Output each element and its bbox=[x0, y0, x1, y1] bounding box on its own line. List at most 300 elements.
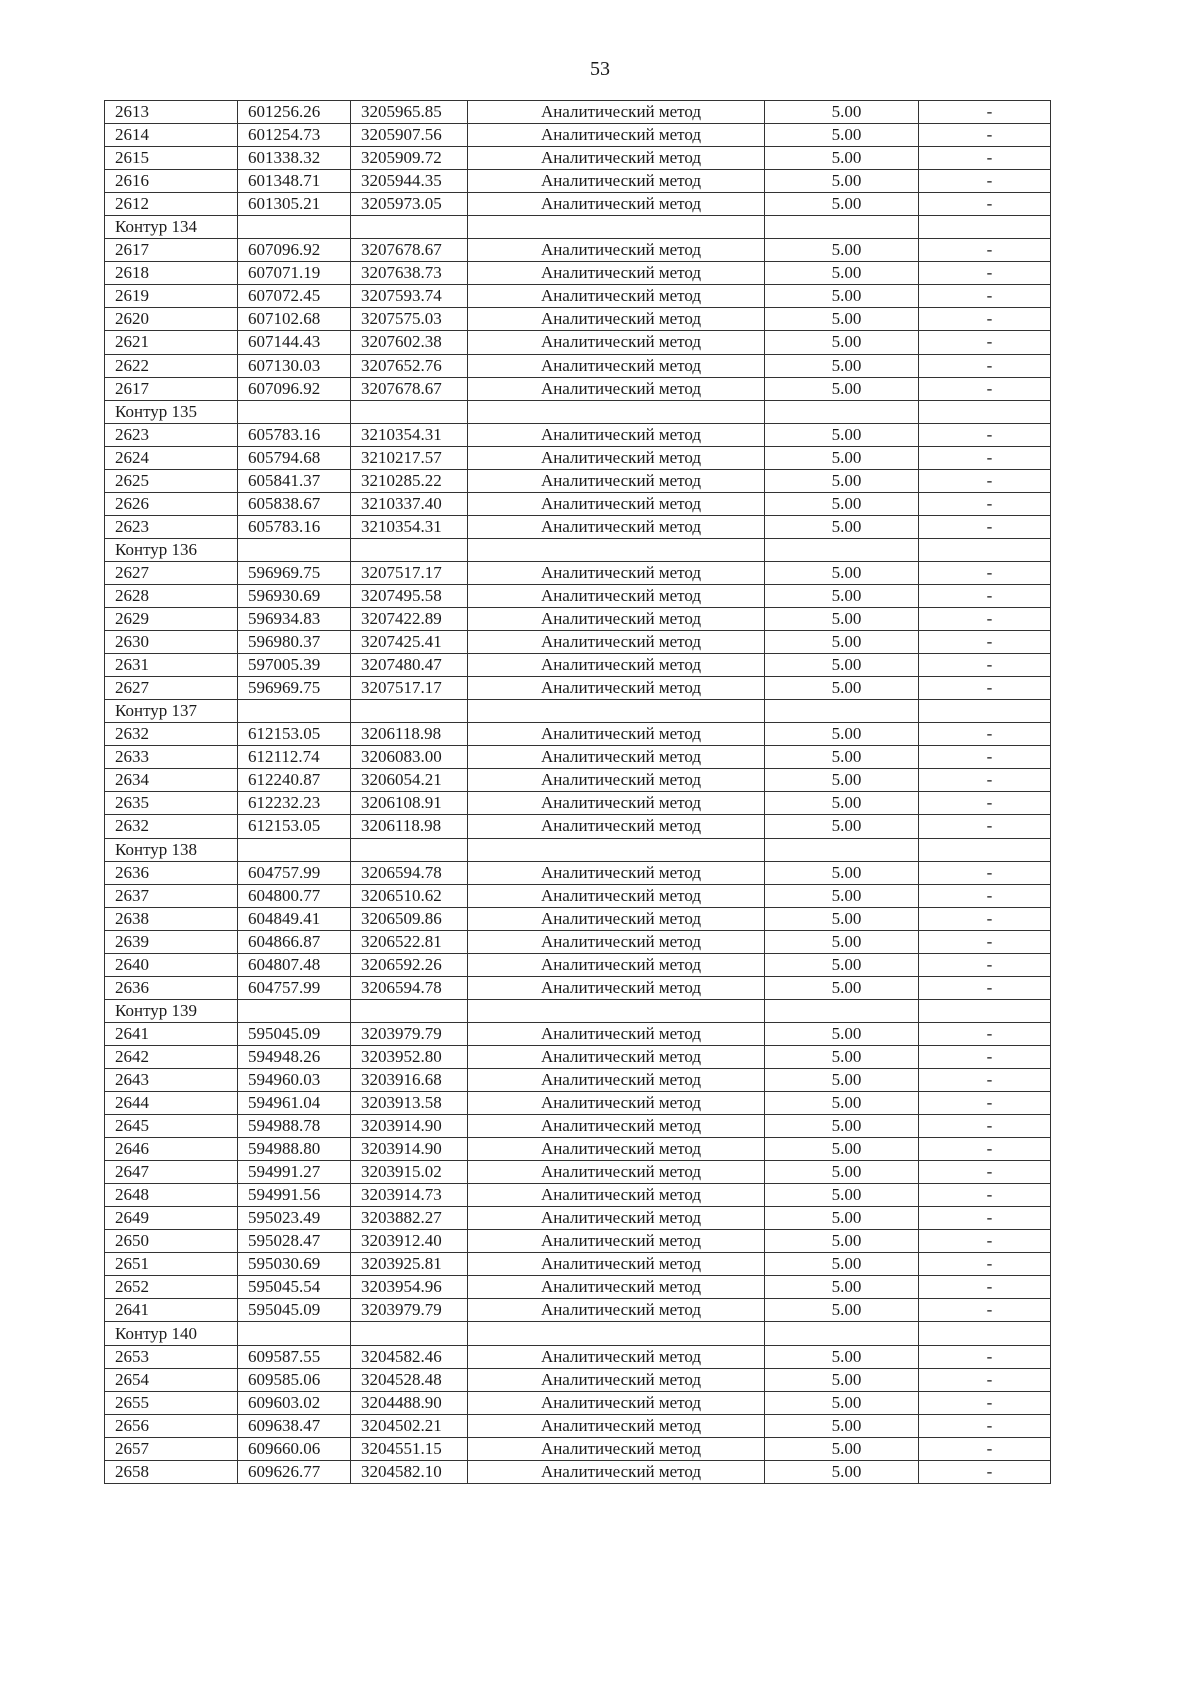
method-cell: Аналитический метод bbox=[468, 654, 765, 677]
page-number: 53 bbox=[590, 58, 610, 80]
error-cell: 5.00 bbox=[765, 792, 919, 815]
method-cell: Аналитический метод bbox=[468, 331, 765, 354]
table-row bbox=[105, 723, 1051, 746]
point-id-cell: 2643 bbox=[105, 1068, 238, 1091]
note-cell: - bbox=[919, 608, 1051, 631]
point-id-cell: 2625 bbox=[105, 469, 238, 492]
method-cell: Аналитический метод bbox=[468, 976, 765, 999]
x-coordinate-cell: 596980.37 bbox=[238, 631, 351, 654]
error-cell: 5.00 bbox=[765, 354, 919, 377]
contour-label: Контур 135 bbox=[105, 400, 238, 423]
method-cell: Аналитический метод bbox=[468, 584, 765, 607]
method-cell: Аналитический метод bbox=[468, 723, 765, 746]
table-row bbox=[105, 1368, 1051, 1391]
error-cell: 5.00 bbox=[765, 1276, 919, 1299]
y-coordinate-cell: 3206522.81 bbox=[351, 930, 468, 953]
y-coordinate-cell: 3206509.86 bbox=[351, 907, 468, 930]
error-cell: 5.00 bbox=[765, 631, 919, 654]
y-coordinate-cell: 3207480.47 bbox=[351, 654, 468, 677]
contour-label: Контур 139 bbox=[105, 999, 238, 1022]
x-coordinate-cell: 609585.06 bbox=[238, 1368, 351, 1391]
table-row bbox=[105, 953, 1051, 976]
table-row bbox=[105, 930, 1051, 953]
error-cell: 5.00 bbox=[765, 769, 919, 792]
point-id-cell: 2636 bbox=[105, 976, 238, 999]
x-coordinate-cell: 609587.55 bbox=[238, 1345, 351, 1368]
table-row bbox=[105, 515, 1051, 538]
empty-cell bbox=[351, 400, 468, 423]
table-row bbox=[105, 1253, 1051, 1276]
y-coordinate-cell: 3210285.22 bbox=[351, 469, 468, 492]
error-cell: 5.00 bbox=[765, 492, 919, 515]
error-cell: 5.00 bbox=[765, 1092, 919, 1115]
note-cell: - bbox=[919, 308, 1051, 331]
point-id-cell: 2626 bbox=[105, 492, 238, 515]
table-row bbox=[105, 1161, 1051, 1184]
x-coordinate-cell: 604849.41 bbox=[238, 907, 351, 930]
method-cell: Аналитический метод bbox=[468, 515, 765, 538]
error-cell: 5.00 bbox=[765, 1184, 919, 1207]
note-cell: - bbox=[919, 677, 1051, 700]
method-cell: Аналитический метод bbox=[468, 1230, 765, 1253]
point-id-cell: 2645 bbox=[105, 1115, 238, 1138]
note-cell: - bbox=[919, 1368, 1051, 1391]
table-row bbox=[105, 861, 1051, 884]
method-cell: Аналитический метод bbox=[468, 170, 765, 193]
error-cell: 5.00 bbox=[765, 1230, 919, 1253]
y-coordinate-cell: 3203914.90 bbox=[351, 1138, 468, 1161]
point-id-cell: 2638 bbox=[105, 907, 238, 930]
point-id-cell: 2623 bbox=[105, 515, 238, 538]
empty-cell bbox=[765, 838, 919, 861]
method-cell: Аналитический метод bbox=[468, 377, 765, 400]
x-coordinate-cell: 609626.77 bbox=[238, 1460, 351, 1483]
contour-header-row bbox=[105, 1322, 1051, 1345]
table-row bbox=[105, 193, 1051, 216]
y-coordinate-cell: 3203915.02 bbox=[351, 1161, 468, 1184]
y-coordinate-cell: 3203914.90 bbox=[351, 1115, 468, 1138]
table-row bbox=[105, 262, 1051, 285]
contour-header-row bbox=[105, 999, 1051, 1022]
point-id-cell: 2628 bbox=[105, 584, 238, 607]
error-cell: 5.00 bbox=[765, 515, 919, 538]
error-cell: 5.00 bbox=[765, 101, 919, 124]
note-cell: - bbox=[919, 1022, 1051, 1045]
table-row bbox=[105, 331, 1051, 354]
table-row bbox=[105, 469, 1051, 492]
x-coordinate-cell: 607130.03 bbox=[238, 354, 351, 377]
table-row bbox=[105, 354, 1051, 377]
method-cell: Аналитический метод bbox=[468, 1184, 765, 1207]
note-cell: - bbox=[919, 101, 1051, 124]
table-row bbox=[105, 239, 1051, 262]
point-id-cell: 2620 bbox=[105, 308, 238, 331]
table-row bbox=[105, 815, 1051, 838]
method-cell: Аналитический метод bbox=[468, 769, 765, 792]
point-id-cell: 2646 bbox=[105, 1138, 238, 1161]
x-coordinate-cell: 607102.68 bbox=[238, 308, 351, 331]
point-id-cell: 2644 bbox=[105, 1092, 238, 1115]
x-coordinate-cell: 597005.39 bbox=[238, 654, 351, 677]
note-cell: - bbox=[919, 1299, 1051, 1322]
table-row bbox=[105, 1045, 1051, 1068]
error-cell: 5.00 bbox=[765, 170, 919, 193]
y-coordinate-cell: 3206592.26 bbox=[351, 953, 468, 976]
y-coordinate-cell: 3207678.67 bbox=[351, 239, 468, 262]
empty-cell bbox=[468, 700, 765, 723]
y-coordinate-cell: 3205965.85 bbox=[351, 101, 468, 124]
y-coordinate-cell: 3204582.10 bbox=[351, 1460, 468, 1483]
x-coordinate-cell: 604866.87 bbox=[238, 930, 351, 953]
error-cell: 5.00 bbox=[765, 1253, 919, 1276]
x-coordinate-cell: 594948.26 bbox=[238, 1045, 351, 1068]
point-id-cell: 2623 bbox=[105, 423, 238, 446]
coordinates-table bbox=[104, 100, 1051, 1484]
error-cell: 5.00 bbox=[765, 953, 919, 976]
y-coordinate-cell: 3203979.79 bbox=[351, 1022, 468, 1045]
empty-cell bbox=[468, 838, 765, 861]
y-coordinate-cell: 3203916.68 bbox=[351, 1068, 468, 1091]
empty-cell bbox=[919, 216, 1051, 239]
point-id-cell: 2658 bbox=[105, 1460, 238, 1483]
method-cell: Аналитический метод bbox=[468, 239, 765, 262]
error-cell: 5.00 bbox=[765, 654, 919, 677]
y-coordinate-cell: 3203914.73 bbox=[351, 1184, 468, 1207]
table-row bbox=[105, 1345, 1051, 1368]
error-cell: 5.00 bbox=[765, 608, 919, 631]
error-cell: 5.00 bbox=[765, 124, 919, 147]
x-coordinate-cell: 594961.04 bbox=[238, 1092, 351, 1115]
y-coordinate-cell: 3207422.89 bbox=[351, 608, 468, 631]
y-coordinate-cell: 3205973.05 bbox=[351, 193, 468, 216]
table-row bbox=[105, 1022, 1051, 1045]
point-id-cell: 2639 bbox=[105, 930, 238, 953]
error-cell: 5.00 bbox=[765, 861, 919, 884]
x-coordinate-cell: 604800.77 bbox=[238, 884, 351, 907]
note-cell: - bbox=[919, 746, 1051, 769]
x-coordinate-cell: 612112.74 bbox=[238, 746, 351, 769]
error-cell: 5.00 bbox=[765, 1138, 919, 1161]
y-coordinate-cell: 3203979.79 bbox=[351, 1299, 468, 1322]
table-row bbox=[105, 1391, 1051, 1414]
error-cell: 5.00 bbox=[765, 377, 919, 400]
method-cell: Аналитический метод bbox=[468, 354, 765, 377]
y-coordinate-cell: 3206118.98 bbox=[351, 815, 468, 838]
error-cell: 5.00 bbox=[765, 193, 919, 216]
contour-label: Контур 140 bbox=[105, 1322, 238, 1345]
point-id-cell: 2627 bbox=[105, 561, 238, 584]
point-id-cell: 2619 bbox=[105, 285, 238, 308]
empty-cell bbox=[351, 999, 468, 1022]
y-coordinate-cell: 3207652.76 bbox=[351, 354, 468, 377]
note-cell: - bbox=[919, 1460, 1051, 1483]
x-coordinate-cell: 605794.68 bbox=[238, 446, 351, 469]
method-cell: Аналитический метод bbox=[468, 746, 765, 769]
x-coordinate-cell: 595023.49 bbox=[238, 1207, 351, 1230]
x-coordinate-cell: 607072.45 bbox=[238, 285, 351, 308]
note-cell: - bbox=[919, 1253, 1051, 1276]
point-id-cell: 2642 bbox=[105, 1045, 238, 1068]
y-coordinate-cell: 3210337.40 bbox=[351, 492, 468, 515]
y-coordinate-cell: 3207575.03 bbox=[351, 308, 468, 331]
method-cell: Аналитический метод bbox=[468, 446, 765, 469]
table-row bbox=[105, 561, 1051, 584]
note-cell: - bbox=[919, 631, 1051, 654]
method-cell: Аналитический метод bbox=[468, 1276, 765, 1299]
note-cell: - bbox=[919, 1045, 1051, 1068]
method-cell: Аналитический метод bbox=[468, 608, 765, 631]
table-row bbox=[105, 101, 1051, 124]
x-coordinate-cell: 594988.78 bbox=[238, 1115, 351, 1138]
x-coordinate-cell: 596934.83 bbox=[238, 608, 351, 631]
y-coordinate-cell: 3203952.80 bbox=[351, 1045, 468, 1068]
method-cell: Аналитический метод bbox=[468, 907, 765, 930]
table-row bbox=[105, 1092, 1051, 1115]
method-cell: Аналитический метод bbox=[468, 1391, 765, 1414]
table-row bbox=[105, 1276, 1051, 1299]
x-coordinate-cell: 612232.23 bbox=[238, 792, 351, 815]
table-row bbox=[105, 1437, 1051, 1460]
method-cell: Аналитический метод bbox=[468, 124, 765, 147]
empty-cell bbox=[351, 700, 468, 723]
table-row bbox=[105, 285, 1051, 308]
point-id-cell: 2612 bbox=[105, 193, 238, 216]
empty-cell bbox=[468, 999, 765, 1022]
empty-cell bbox=[238, 700, 351, 723]
note-cell: - bbox=[919, 930, 1051, 953]
y-coordinate-cell: 3206594.78 bbox=[351, 861, 468, 884]
point-id-cell: 2615 bbox=[105, 147, 238, 170]
error-cell: 5.00 bbox=[765, 815, 919, 838]
error-cell: 5.00 bbox=[765, 1115, 919, 1138]
note-cell: - bbox=[919, 584, 1051, 607]
empty-cell bbox=[238, 1322, 351, 1345]
point-id-cell: 2655 bbox=[105, 1391, 238, 1414]
empty-cell bbox=[351, 1322, 468, 1345]
y-coordinate-cell: 3210354.31 bbox=[351, 423, 468, 446]
empty-cell bbox=[238, 838, 351, 861]
note-cell: - bbox=[919, 492, 1051, 515]
x-coordinate-cell: 605783.16 bbox=[238, 423, 351, 446]
table-row bbox=[105, 446, 1051, 469]
coordinates-table-body bbox=[105, 101, 1051, 1484]
error-cell: 5.00 bbox=[765, 1437, 919, 1460]
y-coordinate-cell: 3207602.38 bbox=[351, 331, 468, 354]
contour-header-row bbox=[105, 838, 1051, 861]
note-cell: - bbox=[919, 1345, 1051, 1368]
y-coordinate-cell: 3206594.78 bbox=[351, 976, 468, 999]
method-cell: Аналитический метод bbox=[468, 308, 765, 331]
method-cell: Аналитический метод bbox=[468, 930, 765, 953]
contour-label: Контур 134 bbox=[105, 216, 238, 239]
note-cell: - bbox=[919, 377, 1051, 400]
point-id-cell: 2652 bbox=[105, 1276, 238, 1299]
x-coordinate-cell: 594991.27 bbox=[238, 1161, 351, 1184]
x-coordinate-cell: 605783.16 bbox=[238, 515, 351, 538]
method-cell: Аналитический метод bbox=[468, 861, 765, 884]
x-coordinate-cell: 601305.21 bbox=[238, 193, 351, 216]
table-row bbox=[105, 124, 1051, 147]
empty-cell bbox=[351, 838, 468, 861]
error-cell: 5.00 bbox=[765, 884, 919, 907]
empty-cell bbox=[919, 700, 1051, 723]
note-cell: - bbox=[919, 239, 1051, 262]
y-coordinate-cell: 3203925.81 bbox=[351, 1253, 468, 1276]
table-row bbox=[105, 1138, 1051, 1161]
x-coordinate-cell: 604807.48 bbox=[238, 953, 351, 976]
y-coordinate-cell: 3207495.58 bbox=[351, 584, 468, 607]
empty-cell bbox=[238, 216, 351, 239]
error-cell: 5.00 bbox=[765, 930, 919, 953]
method-cell: Аналитический метод bbox=[468, 193, 765, 216]
error-cell: 5.00 bbox=[765, 239, 919, 262]
method-cell: Аналитический метод bbox=[468, 1368, 765, 1391]
method-cell: Аналитический метод bbox=[468, 953, 765, 976]
y-coordinate-cell: 3206108.91 bbox=[351, 792, 468, 815]
note-cell: - bbox=[919, 815, 1051, 838]
y-coordinate-cell: 3204551.15 bbox=[351, 1437, 468, 1460]
method-cell: Аналитический метод bbox=[468, 1161, 765, 1184]
error-cell: 5.00 bbox=[765, 1045, 919, 1068]
point-id-cell: 2632 bbox=[105, 815, 238, 838]
table-row bbox=[105, 1184, 1051, 1207]
y-coordinate-cell: 3206510.62 bbox=[351, 884, 468, 907]
method-cell: Аналитический метод bbox=[468, 884, 765, 907]
error-cell: 5.00 bbox=[765, 1161, 919, 1184]
method-cell: Аналитический метод bbox=[468, 147, 765, 170]
error-cell: 5.00 bbox=[765, 331, 919, 354]
y-coordinate-cell: 3207593.74 bbox=[351, 285, 468, 308]
contour-header-row bbox=[105, 400, 1051, 423]
y-coordinate-cell: 3204502.21 bbox=[351, 1414, 468, 1437]
point-id-cell: 2627 bbox=[105, 677, 238, 700]
note-cell: - bbox=[919, 423, 1051, 446]
note-cell: - bbox=[919, 1414, 1051, 1437]
empty-cell bbox=[238, 400, 351, 423]
empty-cell bbox=[238, 999, 351, 1022]
y-coordinate-cell: 3207425.41 bbox=[351, 631, 468, 654]
x-coordinate-cell: 596969.75 bbox=[238, 561, 351, 584]
point-id-cell: 2634 bbox=[105, 769, 238, 792]
y-coordinate-cell: 3203954.96 bbox=[351, 1276, 468, 1299]
table-row bbox=[105, 1414, 1051, 1437]
y-coordinate-cell: 3204528.48 bbox=[351, 1368, 468, 1391]
method-cell: Аналитический метод bbox=[468, 792, 765, 815]
method-cell: Аналитический метод bbox=[468, 1115, 765, 1138]
y-coordinate-cell: 3205944.35 bbox=[351, 170, 468, 193]
note-cell: - bbox=[919, 285, 1051, 308]
x-coordinate-cell: 605841.37 bbox=[238, 469, 351, 492]
point-id-cell: 2617 bbox=[105, 239, 238, 262]
error-cell: 5.00 bbox=[765, 423, 919, 446]
error-cell: 5.00 bbox=[765, 446, 919, 469]
empty-cell bbox=[765, 538, 919, 561]
point-id-cell: 2651 bbox=[105, 1253, 238, 1276]
x-coordinate-cell: 612153.05 bbox=[238, 723, 351, 746]
table-row bbox=[105, 147, 1051, 170]
table-row bbox=[105, 1068, 1051, 1091]
error-cell: 5.00 bbox=[765, 1345, 919, 1368]
y-coordinate-cell: 3205907.56 bbox=[351, 124, 468, 147]
error-cell: 5.00 bbox=[765, 1022, 919, 1045]
table-row bbox=[105, 746, 1051, 769]
error-cell: 5.00 bbox=[765, 907, 919, 930]
method-cell: Аналитический метод bbox=[468, 423, 765, 446]
error-cell: 5.00 bbox=[765, 308, 919, 331]
note-cell: - bbox=[919, 1068, 1051, 1091]
method-cell: Аналитический метод bbox=[468, 101, 765, 124]
method-cell: Аналитический метод bbox=[468, 1414, 765, 1437]
method-cell: Аналитический метод bbox=[468, 1207, 765, 1230]
contour-label: Контур 137 bbox=[105, 700, 238, 723]
error-cell: 5.00 bbox=[765, 976, 919, 999]
table-row bbox=[105, 584, 1051, 607]
x-coordinate-cell: 609603.02 bbox=[238, 1391, 351, 1414]
empty-cell bbox=[468, 538, 765, 561]
method-cell: Аналитический метод bbox=[468, 1045, 765, 1068]
method-cell: Аналитический метод bbox=[468, 1022, 765, 1045]
table-row bbox=[105, 423, 1051, 446]
y-coordinate-cell: 3207517.17 bbox=[351, 561, 468, 584]
x-coordinate-cell: 612240.87 bbox=[238, 769, 351, 792]
empty-cell bbox=[765, 700, 919, 723]
note-cell: - bbox=[919, 723, 1051, 746]
point-id-cell: 2657 bbox=[105, 1437, 238, 1460]
y-coordinate-cell: 3206054.21 bbox=[351, 769, 468, 792]
note-cell: - bbox=[919, 1230, 1051, 1253]
x-coordinate-cell: 604757.99 bbox=[238, 976, 351, 999]
point-id-cell: 2650 bbox=[105, 1230, 238, 1253]
point-id-cell: 2621 bbox=[105, 331, 238, 354]
contour-header-row bbox=[105, 216, 1051, 239]
x-coordinate-cell: 595045.09 bbox=[238, 1022, 351, 1045]
note-cell: - bbox=[919, 147, 1051, 170]
point-id-cell: 2653 bbox=[105, 1345, 238, 1368]
x-coordinate-cell: 595028.47 bbox=[238, 1230, 351, 1253]
point-id-cell: 2641 bbox=[105, 1022, 238, 1045]
empty-cell bbox=[919, 400, 1051, 423]
point-id-cell: 2630 bbox=[105, 631, 238, 654]
point-id-cell: 2649 bbox=[105, 1207, 238, 1230]
error-cell: 5.00 bbox=[765, 1414, 919, 1437]
method-cell: Аналитический метод bbox=[468, 1068, 765, 1091]
y-coordinate-cell: 3210354.31 bbox=[351, 515, 468, 538]
table-row bbox=[105, 1207, 1051, 1230]
empty-cell bbox=[765, 216, 919, 239]
note-cell: - bbox=[919, 1138, 1051, 1161]
y-coordinate-cell: 3204488.90 bbox=[351, 1391, 468, 1414]
x-coordinate-cell: 595045.09 bbox=[238, 1299, 351, 1322]
method-cell: Аналитический метод bbox=[468, 815, 765, 838]
point-id-cell: 2616 bbox=[105, 170, 238, 193]
point-id-cell: 2635 bbox=[105, 792, 238, 815]
empty-cell bbox=[351, 538, 468, 561]
note-cell: - bbox=[919, 953, 1051, 976]
empty-cell bbox=[919, 1322, 1051, 1345]
error-cell: 5.00 bbox=[765, 677, 919, 700]
note-cell: - bbox=[919, 769, 1051, 792]
y-coordinate-cell: 3210217.57 bbox=[351, 446, 468, 469]
method-cell: Аналитический метод bbox=[468, 1299, 765, 1322]
method-cell: Аналитический метод bbox=[468, 1138, 765, 1161]
empty-cell bbox=[468, 1322, 765, 1345]
x-coordinate-cell: 609638.47 bbox=[238, 1414, 351, 1437]
contour-label: Контур 138 bbox=[105, 838, 238, 861]
note-cell: - bbox=[919, 446, 1051, 469]
note-cell: - bbox=[919, 1115, 1051, 1138]
method-cell: Аналитический метод bbox=[468, 1460, 765, 1483]
note-cell: - bbox=[919, 1161, 1051, 1184]
